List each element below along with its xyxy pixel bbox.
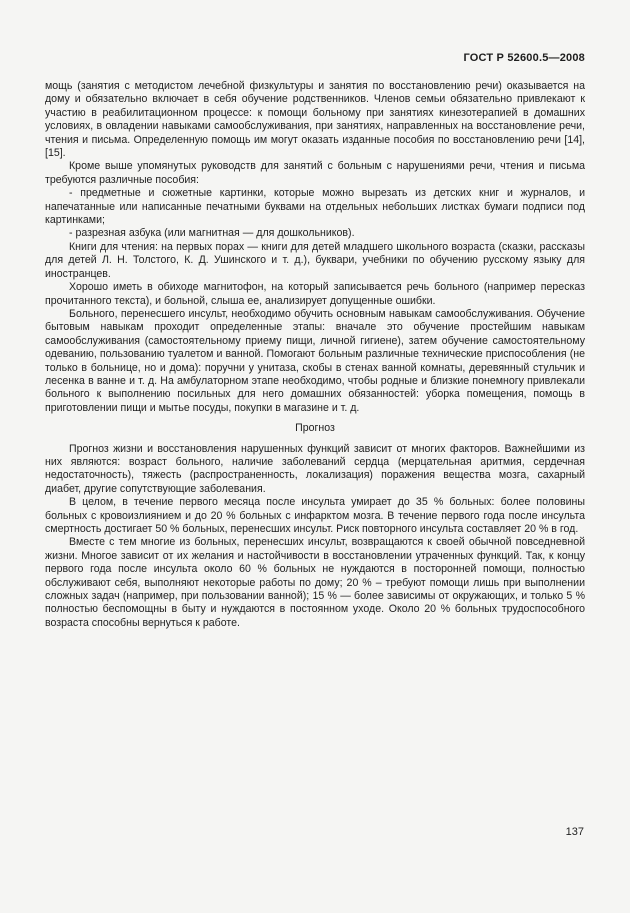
paragraph: В целом, в течение первого месяца после инсульта умирает до 35 % больных: более половины больных с кровоизлиянием и до 20 % больных с инфарктом мозга. В течение первого года после инсульта смертность достигает 50 % больных, перенесших инсульт. Риск повторного инсульта составляет 20 % в год. xyxy=(45,496,585,535)
paragraph: мощь (занятия с методистом лечебной физкультуры и занятия по восстановлению речи) оказывается на дому и обязательно включает в себя обучение родственников. Членов семьи обязательно привлекают к участию в реабилитационном процессе: к помощи больному при занятиях кинезотерапией в домашних условиях, в овладении навыками самообслуживания, при занятиях, направленных на восстановление речи, чтения и письма. Определенную помощь им могут оказать изданные пособия по восстановлению речи [14], [15]. xyxy=(45,80,585,160)
paragraph: Больного, перенесшего инсульт, необходимо обучить основным навыкам самообслуживания. Обучение бытовым навыкам проходит определенные этапы: вначале это обучение простейшим навыкам самообслуживания (самостоятельному приему пищи, личной гигиене), затем обучение самостоятельному одеванию, пользованию туалетом и ванной. Помогают больным различные технические приспособления (не только в больнице, но и дома): поручни у унитаза, скобы в стенах ванной комнаты, деревянный стульчик и лесенка в ванне и т. д. На амбулаторном этапе необходимо, чтобы родные и близкие понемногу привлекали больного к выполнению посильных для него домашних обязанностей: уборка помещения, помощь в приготовлении пищи и мытье посуды, покупки в магазине и т. д. xyxy=(45,307,585,414)
paragraph: Хорошо иметь в обиходе магнитофон, на который записывается речь больного (например пересказ прочитанного текста), и больной, слыша ее, анализирует допущенные ошибки. xyxy=(45,281,585,307)
paragraph: Кроме выше упомянутых руководств для занятий с больным с нарушениями речи, чтения и письма требуются различные пособия: xyxy=(45,160,585,186)
list-item: - разрезная азбука (или магнитная — для дошкольников). xyxy=(69,227,355,240)
document-body xyxy=(45,80,585,630)
page-number: 137 xyxy=(565,826,584,838)
paragraph: Книги для чтения: на первых порах — книги для детей младшего школьного возраста (сказки, рассказы для детей Л. Н. Толстого, К. Д. Ушинского и т. д.), буквари, учебники по обучению русскому языку для иностранцев. xyxy=(45,240,585,280)
section-heading: Прогноз xyxy=(295,422,335,435)
paragraph: Прогноз жизни и восстановления нарушенных функций зависит от многих факторов. Важнейшими из них являются: возраст больного, наличие заболеваний сердца (мерцательная аритмия, сердечная недостаточность), тяжесть (распространенность, локализация) поражения вещества мозга, сахарный диабет, другие сопутствующие заболевания. xyxy=(45,442,585,495)
list-item: - предметные и сюжетные картинки, которые можно вырезать из детских книг и журналов, и напечатанные или написанные печатными буквами на отдельных небольших листках бумаги подписи под картинками; xyxy=(45,187,585,227)
paragraph: Вместе с тем многие из больных, перенесших инсульт, возвращаются к своей обычной повседневной жизни. Многое зависит от их желания и настойчивости в восстановлении утраченных функций. Так, к концу первого года после инсульта около 60 % больных не нуждаются в посторонней помощи, полностью обслуживают себя, выполняют некоторые работы по дому; 20 % – требуют помощи лишь при выполнении сложных задач (например, при пользовании ванной); 15 % — более зависимы от окружающих, и только 5 % полностью беспомощны в быту и нуждаются в постоянном уходе. Около 20 % больных трудоспособного возраста способны вернуться к работе. xyxy=(45,536,585,629)
doc-number: ГОСТ Р 52600.5—2008 xyxy=(463,52,585,64)
